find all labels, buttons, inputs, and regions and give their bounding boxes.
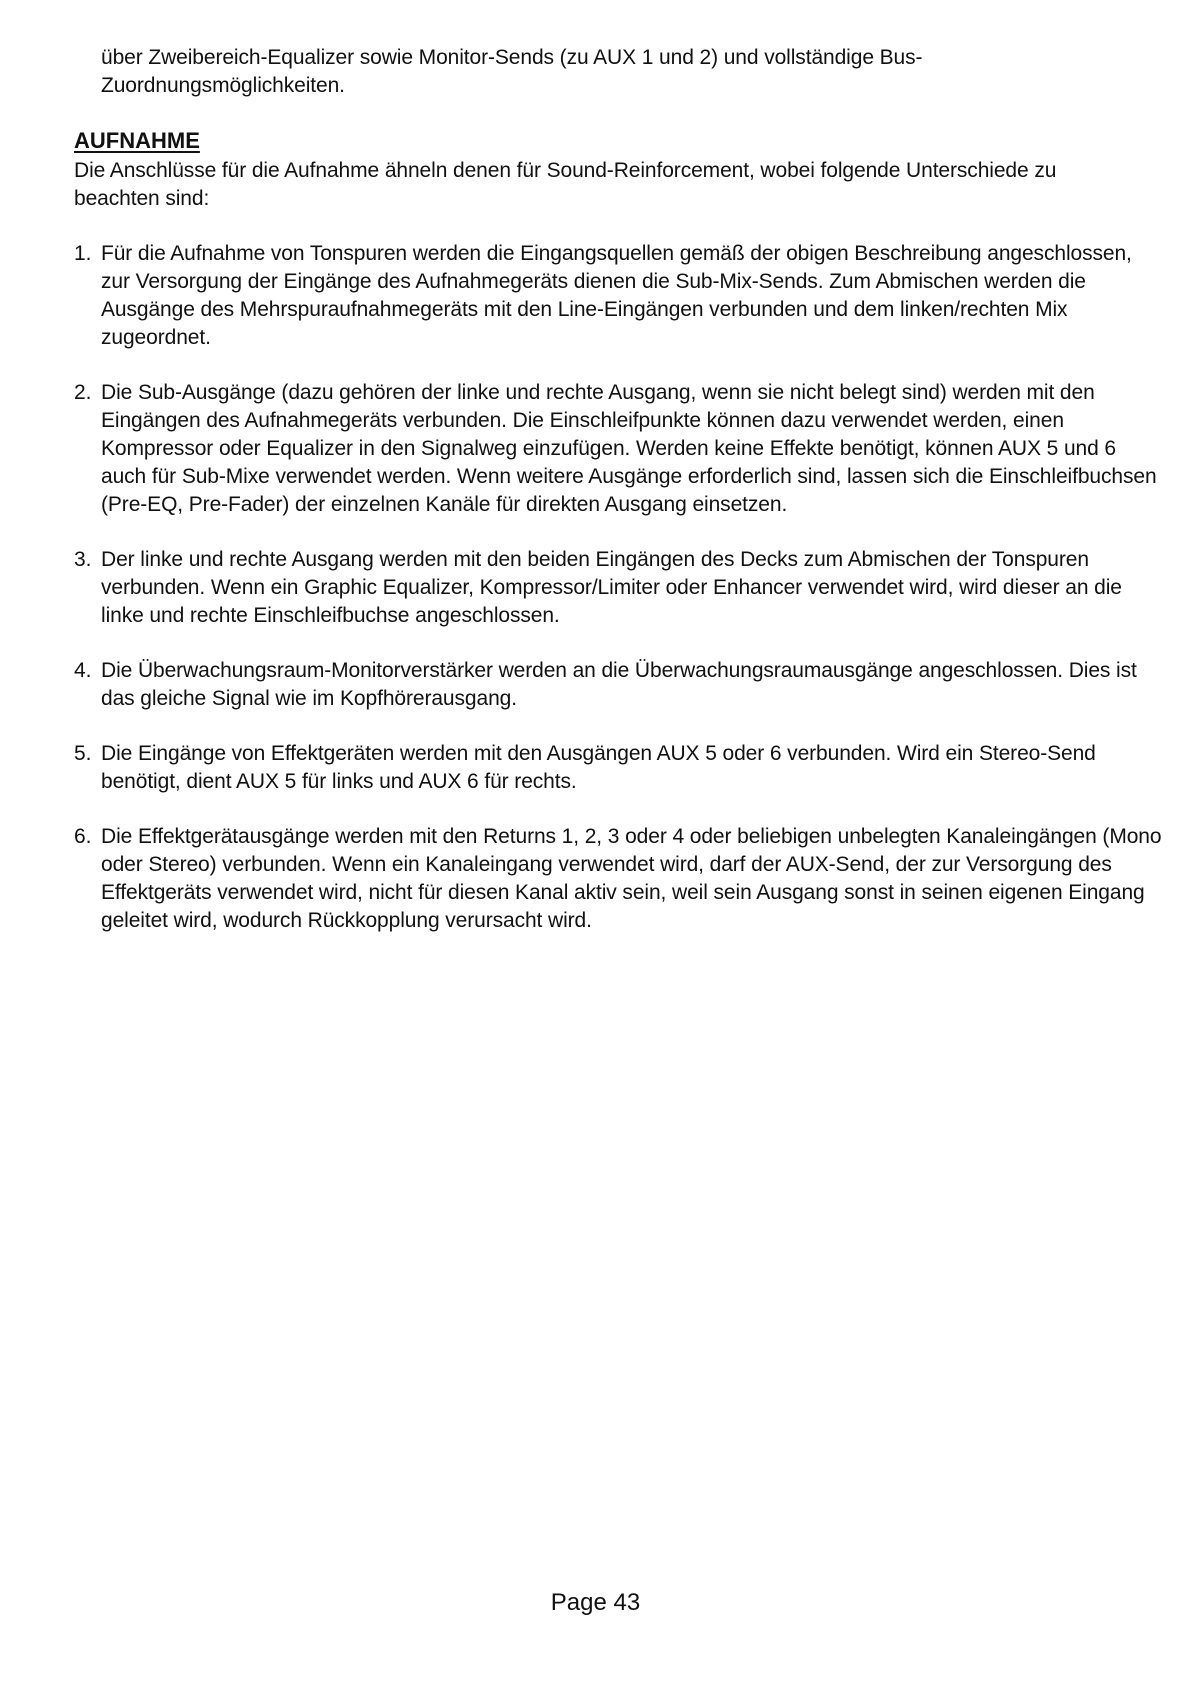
list-item-number: 2. xyxy=(74,381,92,404)
list-item-text: Die Effektgerätausgänge werden mit den Returns 1, 2, 3 oder 4 oder beliebigen unbelegten Kanaleingängen (Mono oder Stereo) verbunden. Wenn ein Kanaleingang verwendet wird, darf der AUX-Send, der zur Versorgung des Effektgeräts verwendet wird, nicht für diesen Kanal aktiv sein, weil sein Ausgang sonst in seinen eigenen Eingang geleitet wird, wodurch Rückkopplung verursacht wird. xyxy=(101,825,1162,932)
list-item-text: Der linke und rechte Ausgang werden mit den beiden Eingängen des Decks zum Abmischen der Tonspuren verbunden. Wenn ein Graphic Equalizer, Kompressor/Limiter oder Enhancer verwendet wird, wird dieser an die linke und rechte Einschleifbuchse angeschlossen. xyxy=(101,548,1122,627)
list-item-number: 5. xyxy=(74,742,92,765)
list-item-number: 1. xyxy=(74,242,92,265)
section-heading: AUFNAHME xyxy=(74,128,200,153)
list-item xyxy=(74,657,1164,713)
list-item xyxy=(74,823,1164,935)
intro-paragraph: über Zweibereich-Equalizer sowie Monitor-Sends (zu AUX 1 und 2) und vollständige Bus-Zuordnungsmöglichkeiten. xyxy=(101,46,923,97)
list-item xyxy=(74,546,1164,630)
list-item-number: 3. xyxy=(74,548,92,571)
list-item-text: Die Sub-Ausgänge (dazu gehören der linke und rechte Ausgang, wenn sie nicht belegt sind) werden mit den Eingängen des Aufnahmegeräts verbunden. Die Einschleifpunkte können dazu verwendet werden, einen Kompressor oder Equalizer in den Signalweg einzufügen. Werden keine Effekte benötigt, können AUX 5 und 6 auch für Sub-Mixe verwendet werden. Wenn weitere Ausgänge erforderlich sind, lassen sich die Einschleifbuchsen (Pre-EQ, Pre-Fader) der einzelnen Kanäle für direkten Ausgang einsetzen. xyxy=(101,381,1157,516)
numbered-list xyxy=(74,240,1164,962)
page-number: Page 43 xyxy=(550,1589,641,1616)
list-item-text: Die Überwachungsraum-Monitorverstärker werden an die Überwachungsraumausgänge angeschlossen. Dies ist das gleiche Signal wie im Kopfhörerausgang. xyxy=(101,659,1137,710)
list-item xyxy=(74,240,1164,352)
list-item-number: 6. xyxy=(74,825,92,848)
list-item xyxy=(74,740,1164,796)
section-lead-paragraph: Die Anschlüsse für die Aufnahme ähneln denen für Sound-Reinforcement, wobei folgende Unterschiede zu beachten sind: xyxy=(74,159,1057,210)
list-item-text: Die Eingänge von Effektgeräten werden mit den Ausgängen AUX 5 oder 6 verbunden. Wird ein Stereo-Send benötigt, dient AUX 5 für links und AUX 6 für rechts. xyxy=(101,742,1096,793)
list-item-number: 4. xyxy=(74,659,92,682)
list-item-text: Für die Aufnahme von Tonspuren werden die Eingangsquellen gemäß der obigen Beschreibung angeschlossen, zur Versorgung der Eingänge des Aufnahmegeräts dienen die Sub-Mix-Sends. Zum Abmischen werden die Ausgänge des Mehrspuraufnahmegeräts mit den Line-Eingängen verbunden und dem linken/rechten Mix zugeordnet. xyxy=(101,242,1132,349)
list-item xyxy=(74,379,1164,519)
